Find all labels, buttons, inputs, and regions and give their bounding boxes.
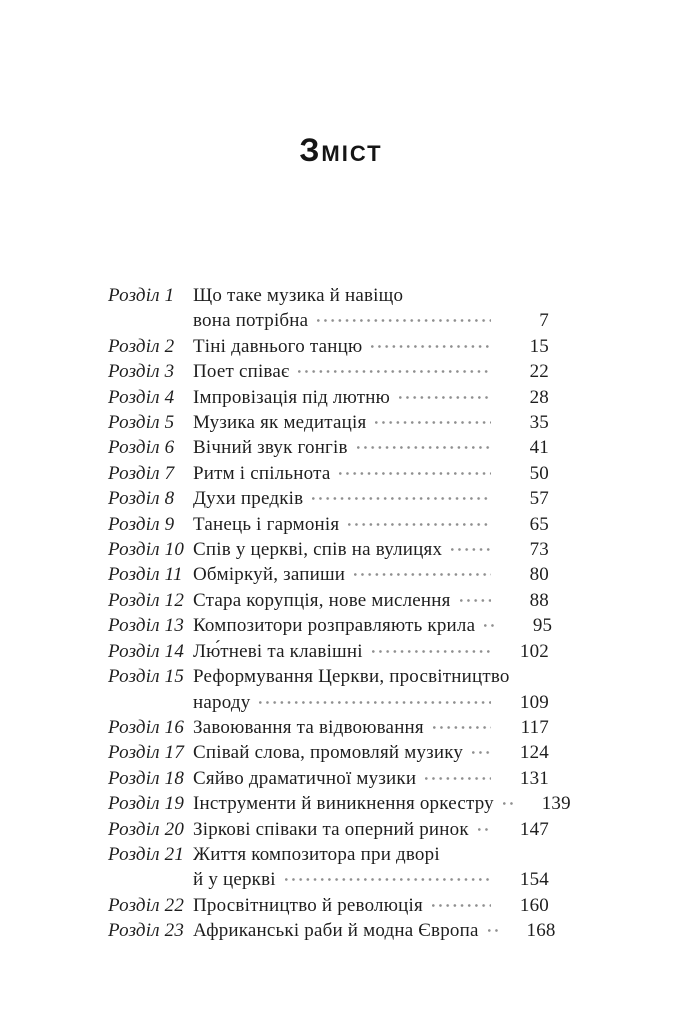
toc-entry-title-line: вона потрібна xyxy=(193,310,309,332)
dot-leader xyxy=(478,828,491,831)
toc-entry-page-number: 7 xyxy=(539,310,549,332)
dot-leader xyxy=(488,929,498,932)
toc-entry-body xyxy=(193,435,549,460)
toc-entry-page-number: 154 xyxy=(519,869,549,891)
toc-entry-chapter-label: Розділ 7 xyxy=(108,462,175,484)
toc-entry-body xyxy=(193,283,549,334)
toc-entry[interactable] xyxy=(108,537,549,562)
dot-leader xyxy=(317,319,491,322)
toc-entry[interactable] xyxy=(108,842,549,893)
toc-entry-chapter-label: Розділ 21 xyxy=(108,843,185,865)
toc-entry-title-line: Ритм і спільнота xyxy=(193,462,331,484)
toc-entry-body xyxy=(193,537,549,562)
toc-entry-chapter-label: Розділ 10 xyxy=(108,539,185,561)
toc-entry-page-number: 147 xyxy=(519,818,549,840)
toc-entry-page-number: 50 xyxy=(529,462,549,484)
toc-entry-chapter-label: Розділ 22 xyxy=(108,894,185,916)
toc-entry-chapter-label: Розділ 16 xyxy=(108,716,185,738)
toc-entry-body xyxy=(193,791,571,816)
table-of-contents xyxy=(108,283,571,944)
toc-entry-body xyxy=(193,359,549,384)
toc-entry-page-number: 15 xyxy=(529,335,549,357)
dot-leader xyxy=(354,573,491,576)
toc-entry-body xyxy=(193,893,549,918)
toc-entry-page-number: 117 xyxy=(520,716,549,738)
toc-entry-chapter-label: Розділ 15 xyxy=(108,666,185,688)
toc-entry[interactable] xyxy=(108,613,553,638)
toc-entry-page-number: 124 xyxy=(519,742,549,764)
toc-entry-body xyxy=(193,613,553,638)
toc-entry-page-number: 168 xyxy=(526,920,556,942)
toc-entry-page-number: 160 xyxy=(519,894,549,916)
dot-leader xyxy=(432,904,491,907)
toc-entry[interactable] xyxy=(108,664,549,715)
dot-leader xyxy=(472,751,491,754)
toc-entry[interactable] xyxy=(108,791,571,816)
toc-entry-body xyxy=(193,385,549,410)
dot-leader xyxy=(357,446,491,449)
toc-entry-title-line: Просвітництво й революція xyxy=(193,894,423,916)
toc-entry-page-number: 95 xyxy=(532,615,553,637)
toc-entry-title-line: Африканські раби й модна Європа xyxy=(193,920,479,942)
dot-leader xyxy=(399,396,491,399)
toc-entry-page-number: 22 xyxy=(529,361,549,383)
toc-entry-chapter-label: Розділ 2 xyxy=(108,335,175,357)
dot-leader xyxy=(451,548,491,551)
toc-entry-body xyxy=(193,918,556,943)
toc-entry-page-number: 109 xyxy=(519,691,549,713)
toc-entry-title-line: Завоювання та відвоювання xyxy=(193,716,424,738)
dot-leader xyxy=(285,878,491,881)
toc-entry[interactable] xyxy=(108,486,549,511)
toc-entry-body xyxy=(193,410,549,435)
toc-entry-body xyxy=(193,461,549,486)
toc-entry-title-line: Композитори розправляють крила xyxy=(193,615,476,637)
toc-entry-title-line: Інструменти й виникнення оркестру xyxy=(193,793,494,815)
toc-entry-title-line: й у церкві xyxy=(193,869,276,891)
toc-entry-body xyxy=(193,486,549,511)
toc-entry-title-line: Вічний звук гонгів xyxy=(193,437,348,459)
toc-entry-title-line: Стара корупція, нове мислення xyxy=(193,589,451,611)
page-title: Зміст xyxy=(299,132,383,168)
toc-entry[interactable] xyxy=(108,817,549,842)
toc-entry[interactable] xyxy=(108,359,549,384)
toc-entry-title-line: Реформування Церкви, просвітництво xyxy=(193,666,510,688)
dot-leader xyxy=(460,599,491,602)
toc-entry-chapter-label: Розділ 13 xyxy=(108,615,185,637)
toc-entry-body xyxy=(193,817,549,842)
toc-entry-title-line: Танець і гармонія xyxy=(193,513,340,535)
toc-entry[interactable] xyxy=(108,334,549,359)
toc-entry-chapter-label: Розділ 17 xyxy=(108,742,185,764)
toc-entry-chapter-label: Розділ 6 xyxy=(108,437,175,459)
dot-leader xyxy=(375,421,491,424)
toc-entry[interactable] xyxy=(108,588,549,613)
toc-entry-title-line: Музика як медитація xyxy=(193,412,367,434)
toc-entry[interactable] xyxy=(108,283,549,334)
toc-entry[interactable] xyxy=(108,562,549,587)
toc-entry-title-line: Лю́тневі та клавішні xyxy=(193,640,363,662)
toc-entry-chapter-label: Розділ 18 xyxy=(108,767,185,789)
toc-entry-page-number: 41 xyxy=(529,437,549,459)
toc-entry-chapter-label: Розділ 4 xyxy=(108,386,175,408)
toc-entry-title-line: Сяйво драматичної музики xyxy=(193,767,417,789)
toc-entry-title-line: народу xyxy=(193,691,251,713)
toc-entry-chapter-label: Розділ 9 xyxy=(108,513,175,535)
dot-leader xyxy=(372,650,491,653)
dot-leader xyxy=(503,802,513,805)
toc-entry-title-line: Життя композитора при дворі xyxy=(193,843,440,865)
toc-entry-title-line: Співай слова, промовляй музику xyxy=(193,742,464,764)
toc-entry-chapter-label: Розділ 1 xyxy=(108,285,175,306)
toc-entry[interactable] xyxy=(108,385,549,410)
toc-entry-chapter-label: Розділ 20 xyxy=(108,818,185,840)
toc-entry[interactable] xyxy=(108,715,549,740)
toc-entry-page-number: 28 xyxy=(529,386,549,408)
toc-entry-body xyxy=(193,766,549,791)
toc-entry[interactable] xyxy=(108,740,549,765)
toc-entry-page-number: 80 xyxy=(529,564,549,586)
toc-entry-page-number: 139 xyxy=(541,793,571,815)
toc-entry-chapter-label: Розділ 23 xyxy=(108,920,185,942)
dot-leader xyxy=(425,777,491,780)
toc-entry-title-line: Зіркові співаки та оперний ринок xyxy=(193,818,469,840)
toc-entry-title-line: Тіні давнього танцю xyxy=(193,335,363,357)
toc-entry-title-line: Поет співає xyxy=(193,361,290,383)
toc-entry-body xyxy=(193,740,549,765)
toc-entry-chapter-label: Розділ 14 xyxy=(108,640,185,662)
dot-leader xyxy=(312,497,491,500)
dot-leader xyxy=(298,370,491,373)
toc-entry[interactable] xyxy=(108,639,549,664)
toc-entry-chapter-label: Розділ 8 xyxy=(108,488,175,510)
toc-entry[interactable] xyxy=(108,918,556,943)
toc-entry-title-line: Обміркуй, запиши xyxy=(193,564,346,586)
toc-entry-body xyxy=(193,562,549,587)
toc-entry-chapter-label: Розділ 5 xyxy=(108,412,175,434)
toc-entry-title-line: Імпровізація під лютню xyxy=(193,386,390,408)
toc-entry-page-number: 88 xyxy=(529,589,549,611)
dot-leader xyxy=(484,624,494,627)
toc-entry-body xyxy=(193,664,549,715)
toc-entry-body xyxy=(193,334,549,359)
toc-entry[interactable] xyxy=(108,410,549,435)
toc-entry-body xyxy=(193,512,549,537)
toc-entry-body xyxy=(193,639,549,664)
dot-leader xyxy=(433,726,491,729)
toc-entry-page-number: 73 xyxy=(529,539,549,561)
toc-entry-body xyxy=(193,842,549,893)
dot-leader xyxy=(339,472,491,475)
toc-entry-chapter-label: Розділ 11 xyxy=(108,564,183,586)
toc-entry[interactable] xyxy=(108,461,549,486)
toc-entry-page-number: 131 xyxy=(519,767,549,789)
toc-entry-chapter-label: Розділ 3 xyxy=(108,361,175,383)
toc-entry[interactable] xyxy=(108,512,549,537)
toc-entry-title-line: Духи предків xyxy=(193,488,304,510)
toc-entry[interactable] xyxy=(108,766,549,791)
toc-entry-page-number: 35 xyxy=(529,412,549,434)
toc-entry-page-number: 102 xyxy=(519,640,549,662)
toc-entry[interactable] xyxy=(108,435,549,460)
toc-entry-title-line: Що таке музика й навіщо xyxy=(193,285,404,306)
dot-leader xyxy=(348,523,491,526)
toc-entry-chapter-label: Розділ 19 xyxy=(108,793,185,815)
dot-leader xyxy=(371,345,491,348)
toc-entry-body xyxy=(193,588,549,613)
toc-entry-body xyxy=(193,715,549,740)
toc-entry[interactable] xyxy=(108,893,549,918)
toc-entry-page-number: 57 xyxy=(529,488,549,510)
dot-leader xyxy=(259,701,491,704)
toc-entry-page-number: 65 xyxy=(529,513,549,535)
toc-entry-title-line: Спів у церкві, спів на вулицях xyxy=(193,539,443,561)
toc-entry-chapter-label: Розділ 12 xyxy=(108,589,185,611)
